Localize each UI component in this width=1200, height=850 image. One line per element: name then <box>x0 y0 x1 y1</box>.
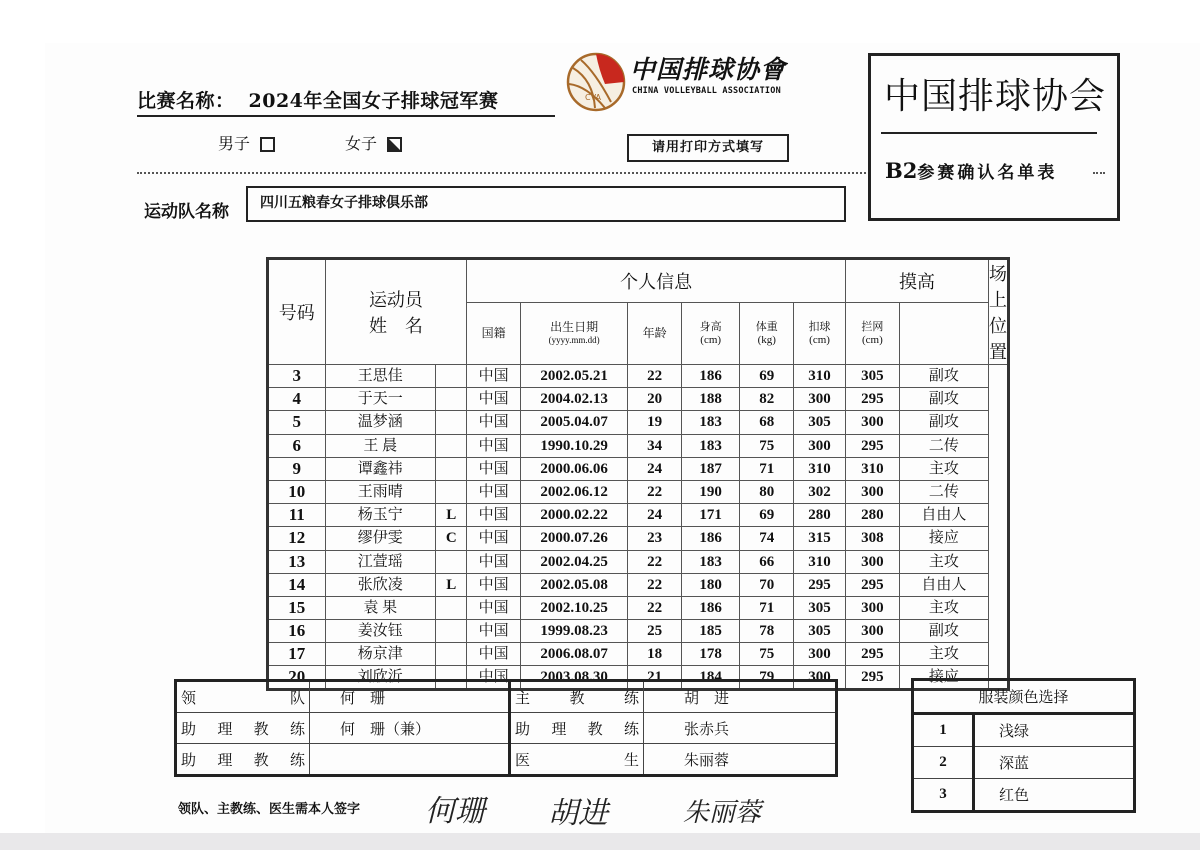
match-title <box>137 86 555 117</box>
cell-role: C <box>436 527 467 550</box>
staff-role-team-leader: 领 队 <box>176 681 310 713</box>
cell-role <box>436 365 467 388</box>
cell-spike: 280 <box>794 504 846 527</box>
cell-dob: 2002.05.21 <box>520 365 627 388</box>
cell-role <box>436 434 467 457</box>
staff-name-team-leader: 何 珊 <box>310 681 510 713</box>
header-spike-label: 扣球 <box>808 320 831 333</box>
cell-position: 自由人 <box>899 573 988 596</box>
cell-nationality: 中国 <box>467 434 521 457</box>
cell-spike: 305 <box>794 411 846 434</box>
cell-age: 24 <box>628 457 682 480</box>
cell-name: 刘欣沂 <box>325 666 436 689</box>
cell-number: 13 <box>268 550 326 573</box>
form-code: B2 <box>885 158 918 183</box>
cell-spike: 295 <box>794 573 846 596</box>
staff-row <box>176 713 837 744</box>
cell-block: 280 <box>845 504 899 527</box>
uniform-color-name: 红色 <box>974 779 1135 812</box>
cell-weight: 71 <box>740 596 794 619</box>
table-row <box>268 620 1009 643</box>
cell-spike: 300 <box>794 666 846 689</box>
cell-name: 于天一 <box>325 388 436 411</box>
cell-height: 188 <box>681 388 740 411</box>
cell-position: 副攻 <box>899 365 988 388</box>
header-block-unit: (cm) <box>862 333 883 346</box>
signature-head-coach: 胡进 <box>548 796 608 831</box>
cell-dob: 2002.10.25 <box>520 596 627 619</box>
cell-position: 主攻 <box>899 643 988 666</box>
cell-nationality: 中国 <box>467 411 521 434</box>
cell-number: 14 <box>268 573 326 596</box>
cell-name: 杨京津 <box>325 643 436 666</box>
cell-role <box>436 480 467 503</box>
table-row <box>268 527 1009 550</box>
cell-block: 300 <box>845 596 899 619</box>
cell-height: 183 <box>681 434 740 457</box>
cell-dob: 2000.06.06 <box>520 457 627 480</box>
cell-spike: 315 <box>794 527 846 550</box>
cell-position: 副攻 <box>899 411 988 434</box>
cell-height: 183 <box>681 411 740 434</box>
cell-position: 副攻 <box>899 388 988 411</box>
signature-team-leader: 何珊 <box>425 794 485 829</box>
form-name: 参赛确认名单表 <box>917 163 1058 183</box>
cell-height: 178 <box>681 643 740 666</box>
cell-dob: 2005.04.07 <box>520 411 627 434</box>
table-row <box>268 573 1009 596</box>
cell-nationality: 中国 <box>467 457 521 480</box>
cell-name: 王思佳 <box>325 365 436 388</box>
cell-block: 305 <box>845 365 899 388</box>
gender-men-label: 男子 <box>218 134 251 153</box>
gender-women-checkbox[interactable] <box>387 137 402 152</box>
cell-spike: 300 <box>794 434 846 457</box>
cell-block: 300 <box>845 411 899 434</box>
staff-name-head-coach: 胡 进 <box>644 681 837 713</box>
header-spike-unit: (cm) <box>809 333 830 346</box>
table-row <box>268 365 1009 388</box>
cell-number: 6 <box>268 434 326 457</box>
cell-weight: 78 <box>740 620 794 643</box>
logo-chinese-text: 中国排球协會 <box>630 55 787 84</box>
gender-women[interactable] <box>345 131 402 154</box>
cell-number: 15 <box>268 596 326 619</box>
cell-weight: 75 <box>740 434 794 457</box>
table-row <box>268 411 1009 434</box>
cell-spike: 305 <box>794 620 846 643</box>
cell-height: 184 <box>681 666 740 689</box>
cell-role <box>436 643 467 666</box>
cell-position: 主攻 <box>899 457 988 480</box>
header-age: 年龄 <box>628 303 682 365</box>
cell-spike: 300 <box>794 388 846 411</box>
table-row <box>268 457 1009 480</box>
staff-role-assistant-coach: 助 理 教 练 <box>176 713 310 744</box>
cell-name: 谭鑫祎 <box>325 457 436 480</box>
staff-name-doctor: 朱丽蓉 <box>644 744 837 776</box>
gender-men-checkbox[interactable] <box>260 137 275 152</box>
cell-dob: 1999.08.23 <box>520 620 627 643</box>
cell-weight: 75 <box>740 643 794 666</box>
signature-doctor: 朱丽蓉 <box>683 798 762 828</box>
cell-position: 二传 <box>899 480 988 503</box>
cell-dob: 2002.04.25 <box>520 550 627 573</box>
cell-role <box>436 457 467 480</box>
cell-role: L <box>436 573 467 596</box>
cell-number: 20 <box>268 666 326 689</box>
staff-role-head-coach: 主 教 练 <box>510 681 644 713</box>
cell-height: 171 <box>681 504 740 527</box>
cell-nationality: 中国 <box>467 480 521 503</box>
dotted-divider <box>137 172 870 174</box>
cell-role <box>436 620 467 643</box>
roster-table <box>266 257 1010 691</box>
cell-nationality: 中国 <box>467 596 521 619</box>
cell-dob: 2000.02.22 <box>520 504 627 527</box>
form-subtitle <box>885 158 1057 183</box>
header-birth-date-label: 出生日期 <box>550 319 599 334</box>
match-label: 比赛名称： <box>137 90 235 112</box>
cell-age: 22 <box>628 480 682 503</box>
cell-role <box>436 596 467 619</box>
header-number: 号码 <box>268 259 326 365</box>
cell-age: 22 <box>628 596 682 619</box>
staff-name-assistant-coach: 何 珊（兼） <box>310 713 510 744</box>
cell-weight: 66 <box>740 550 794 573</box>
header-weight-unit: (kg) <box>757 333 776 346</box>
cell-weight: 70 <box>740 573 794 596</box>
staff-name-assistant-coach-2: 张赤兵 <box>644 713 837 744</box>
cell-block: 295 <box>845 573 899 596</box>
cell-name: 王 晨 <box>325 434 436 457</box>
cell-dob: 2002.05.08 <box>520 573 627 596</box>
cell-block: 295 <box>845 666 899 689</box>
header-position-line1: 场上 <box>989 264 1007 310</box>
cell-weight: 71 <box>740 457 794 480</box>
cell-age: 34 <box>628 434 682 457</box>
cell-number: 16 <box>268 620 326 643</box>
cell-dob: 2006.08.07 <box>520 643 627 666</box>
cell-block: 300 <box>845 480 899 503</box>
table-row <box>268 480 1009 503</box>
cell-age: 20 <box>628 388 682 411</box>
cell-weight: 68 <box>740 411 794 434</box>
cell-spike: 302 <box>794 480 846 503</box>
cell-name: 温梦涵 <box>325 411 436 434</box>
table-row <box>268 550 1009 573</box>
cell-height: 186 <box>681 596 740 619</box>
uniform-color-table <box>911 678 1136 813</box>
cell-block: 310 <box>845 457 899 480</box>
cell-position: 接应 <box>899 666 988 689</box>
logo-english-text: CHINA VOLLEYBALL ASSOCIATION <box>632 86 781 96</box>
cell-height: 190 <box>681 480 740 503</box>
cell-age: 22 <box>628 573 682 596</box>
cell-name: 江萱瑶 <box>325 550 436 573</box>
team-name-field[interactable]: 四川五粮春女子排球俱乐部 <box>246 186 846 222</box>
cell-weight: 82 <box>740 388 794 411</box>
cell-spike: 305 <box>794 596 846 619</box>
cell-spike: 310 <box>794 365 846 388</box>
header-weight <box>740 303 794 365</box>
cell-block: 300 <box>845 620 899 643</box>
cell-nationality: 中国 <box>467 620 521 643</box>
cell-height: 186 <box>681 365 740 388</box>
header-nationality: 国籍 <box>467 303 521 365</box>
cell-nationality: 中国 <box>467 388 521 411</box>
cell-block: 308 <box>845 527 899 550</box>
cell-number: 5 <box>268 411 326 434</box>
cell-name: 缪伊雯 <box>325 527 436 550</box>
table-row <box>268 504 1009 527</box>
cell-nationality: 中国 <box>467 666 521 689</box>
staff-table <box>174 679 838 777</box>
header-spike <box>794 303 846 365</box>
staff-role-doctor: 医 生 <box>510 744 644 776</box>
staff-role-assistant-coach-3: 助 理 教 练 <box>176 744 310 776</box>
print-note: 请用打印方式填写 <box>627 134 789 162</box>
header-athlete-line1: 运动员 <box>368 290 423 310</box>
staff-name-assistant-coach-3 <box>310 744 510 776</box>
cell-nationality: 中国 <box>467 643 521 666</box>
header-block-label: 拦网 <box>861 320 884 333</box>
cell-age: 25 <box>628 620 682 643</box>
header-reach: 摸高 <box>845 259 988 303</box>
staff-row <box>176 744 837 776</box>
cell-nationality: 中国 <box>467 573 521 596</box>
cell-height: 186 <box>681 527 740 550</box>
table-row <box>268 596 1009 619</box>
cell-height: 187 <box>681 457 740 480</box>
cell-age: 23 <box>628 527 682 550</box>
uniform-color-index: 2 <box>913 747 974 779</box>
cell-number: 3 <box>268 365 326 388</box>
cell-position: 接应 <box>899 527 988 550</box>
cell-dob: 2004.02.13 <box>520 388 627 411</box>
header-birth-date-format: (yyyy.mm.dd) <box>548 334 600 345</box>
cell-dob: 1990.10.29 <box>520 434 627 457</box>
cell-weight: 69 <box>740 504 794 527</box>
cell-height: 183 <box>681 550 740 573</box>
cell-number: 11 <box>268 504 326 527</box>
header-weight-label: 体重 <box>755 320 778 333</box>
cell-name: 杨玉宁 <box>325 504 436 527</box>
header-block <box>845 303 899 365</box>
svg-text:CVA: CVA <box>585 93 602 102</box>
cell-spike: 310 <box>794 457 846 480</box>
table-row <box>268 643 1009 666</box>
cell-block: 295 <box>845 388 899 411</box>
cell-spike: 310 <box>794 550 846 573</box>
cell-height: 185 <box>681 620 740 643</box>
header-position-line2: 位置 <box>989 316 1007 362</box>
cell-number: 17 <box>268 643 326 666</box>
cell-height: 180 <box>681 573 740 596</box>
header-height-unit: (cm) <box>700 333 722 346</box>
header-position <box>989 259 1009 365</box>
team-label: 运动队名称 <box>144 202 229 222</box>
cell-position: 自由人 <box>899 504 988 527</box>
uniform-color-name: 深蓝 <box>974 747 1135 779</box>
cell-nationality: 中国 <box>467 504 521 527</box>
cell-weight: 80 <box>740 480 794 503</box>
cell-age: 22 <box>628 365 682 388</box>
header-personal-info: 个人信息 <box>467 259 846 303</box>
cell-spike: 300 <box>794 643 846 666</box>
uniform-color-row <box>913 714 1135 747</box>
cell-position: 二传 <box>899 434 988 457</box>
header-birth-date <box>520 303 627 365</box>
uniform-color-name: 浅绿 <box>974 714 1135 747</box>
header-athlete-line2: 姓 名 <box>368 316 423 336</box>
uniform-color-row <box>913 779 1135 812</box>
staff-role-assistant-coach-2: 助 理 教 练 <box>510 713 644 744</box>
uniform-color-row <box>913 747 1135 779</box>
cell-number: 9 <box>268 457 326 480</box>
cell-age: 22 <box>628 550 682 573</box>
match-name: 2024年全国女子排球冠军赛 <box>248 90 499 112</box>
cell-age: 19 <box>628 411 682 434</box>
table-row <box>268 388 1009 411</box>
cell-position: 副攻 <box>899 620 988 643</box>
cell-number: 10 <box>268 480 326 503</box>
cell-age: 18 <box>628 643 682 666</box>
uniform-color-title: 服装颜色选择 <box>913 680 1135 714</box>
uniform-color-index: 1 <box>913 714 974 747</box>
cell-role <box>436 388 467 411</box>
cell-dob: 2000.07.26 <box>520 527 627 550</box>
cell-weight: 79 <box>740 666 794 689</box>
cell-number: 4 <box>268 388 326 411</box>
viewer-bottom-band <box>0 833 1200 850</box>
cell-position: 主攻 <box>899 596 988 619</box>
cell-name: 姜汝钰 <box>325 620 436 643</box>
staff-row <box>176 681 837 713</box>
cell-age: 21 <box>628 666 682 689</box>
cell-nationality: 中国 <box>467 365 521 388</box>
gender-men[interactable] <box>218 131 275 154</box>
header-height <box>681 303 740 365</box>
cell-position: 主攻 <box>899 550 988 573</box>
cell-nationality: 中国 <box>467 527 521 550</box>
cell-dob: 2003.08.30 <box>520 666 627 689</box>
gender-women-label: 女子 <box>345 134 378 153</box>
signature-label: 领队、主教练、医生需本人签字 <box>178 802 361 817</box>
header-athlete <box>325 259 467 365</box>
association-rule <box>881 132 1097 134</box>
cell-name: 张欣凌 <box>325 573 436 596</box>
roster-body <box>268 365 1009 690</box>
volleyball-logo-icon <box>565 50 627 114</box>
cell-role <box>436 550 467 573</box>
cell-name: 王雨晴 <box>325 480 436 503</box>
cell-role <box>436 411 467 434</box>
header-height-label: 身高 <box>699 320 722 333</box>
cell-weight: 74 <box>740 527 794 550</box>
uniform-color-index: 3 <box>913 779 974 812</box>
cell-block: 295 <box>845 434 899 457</box>
cell-role: L <box>436 504 467 527</box>
cell-block: 300 <box>845 550 899 573</box>
cell-dob: 2002.06.12 <box>520 480 627 503</box>
table-row <box>268 434 1009 457</box>
cell-block: 295 <box>845 643 899 666</box>
cell-weight: 69 <box>740 365 794 388</box>
cell-name: 袁 果 <box>325 596 436 619</box>
cell-nationality: 中国 <box>467 550 521 573</box>
association-title: 中国排球协会 <box>884 76 1107 117</box>
cell-number: 12 <box>268 527 326 550</box>
cell-age: 24 <box>628 504 682 527</box>
